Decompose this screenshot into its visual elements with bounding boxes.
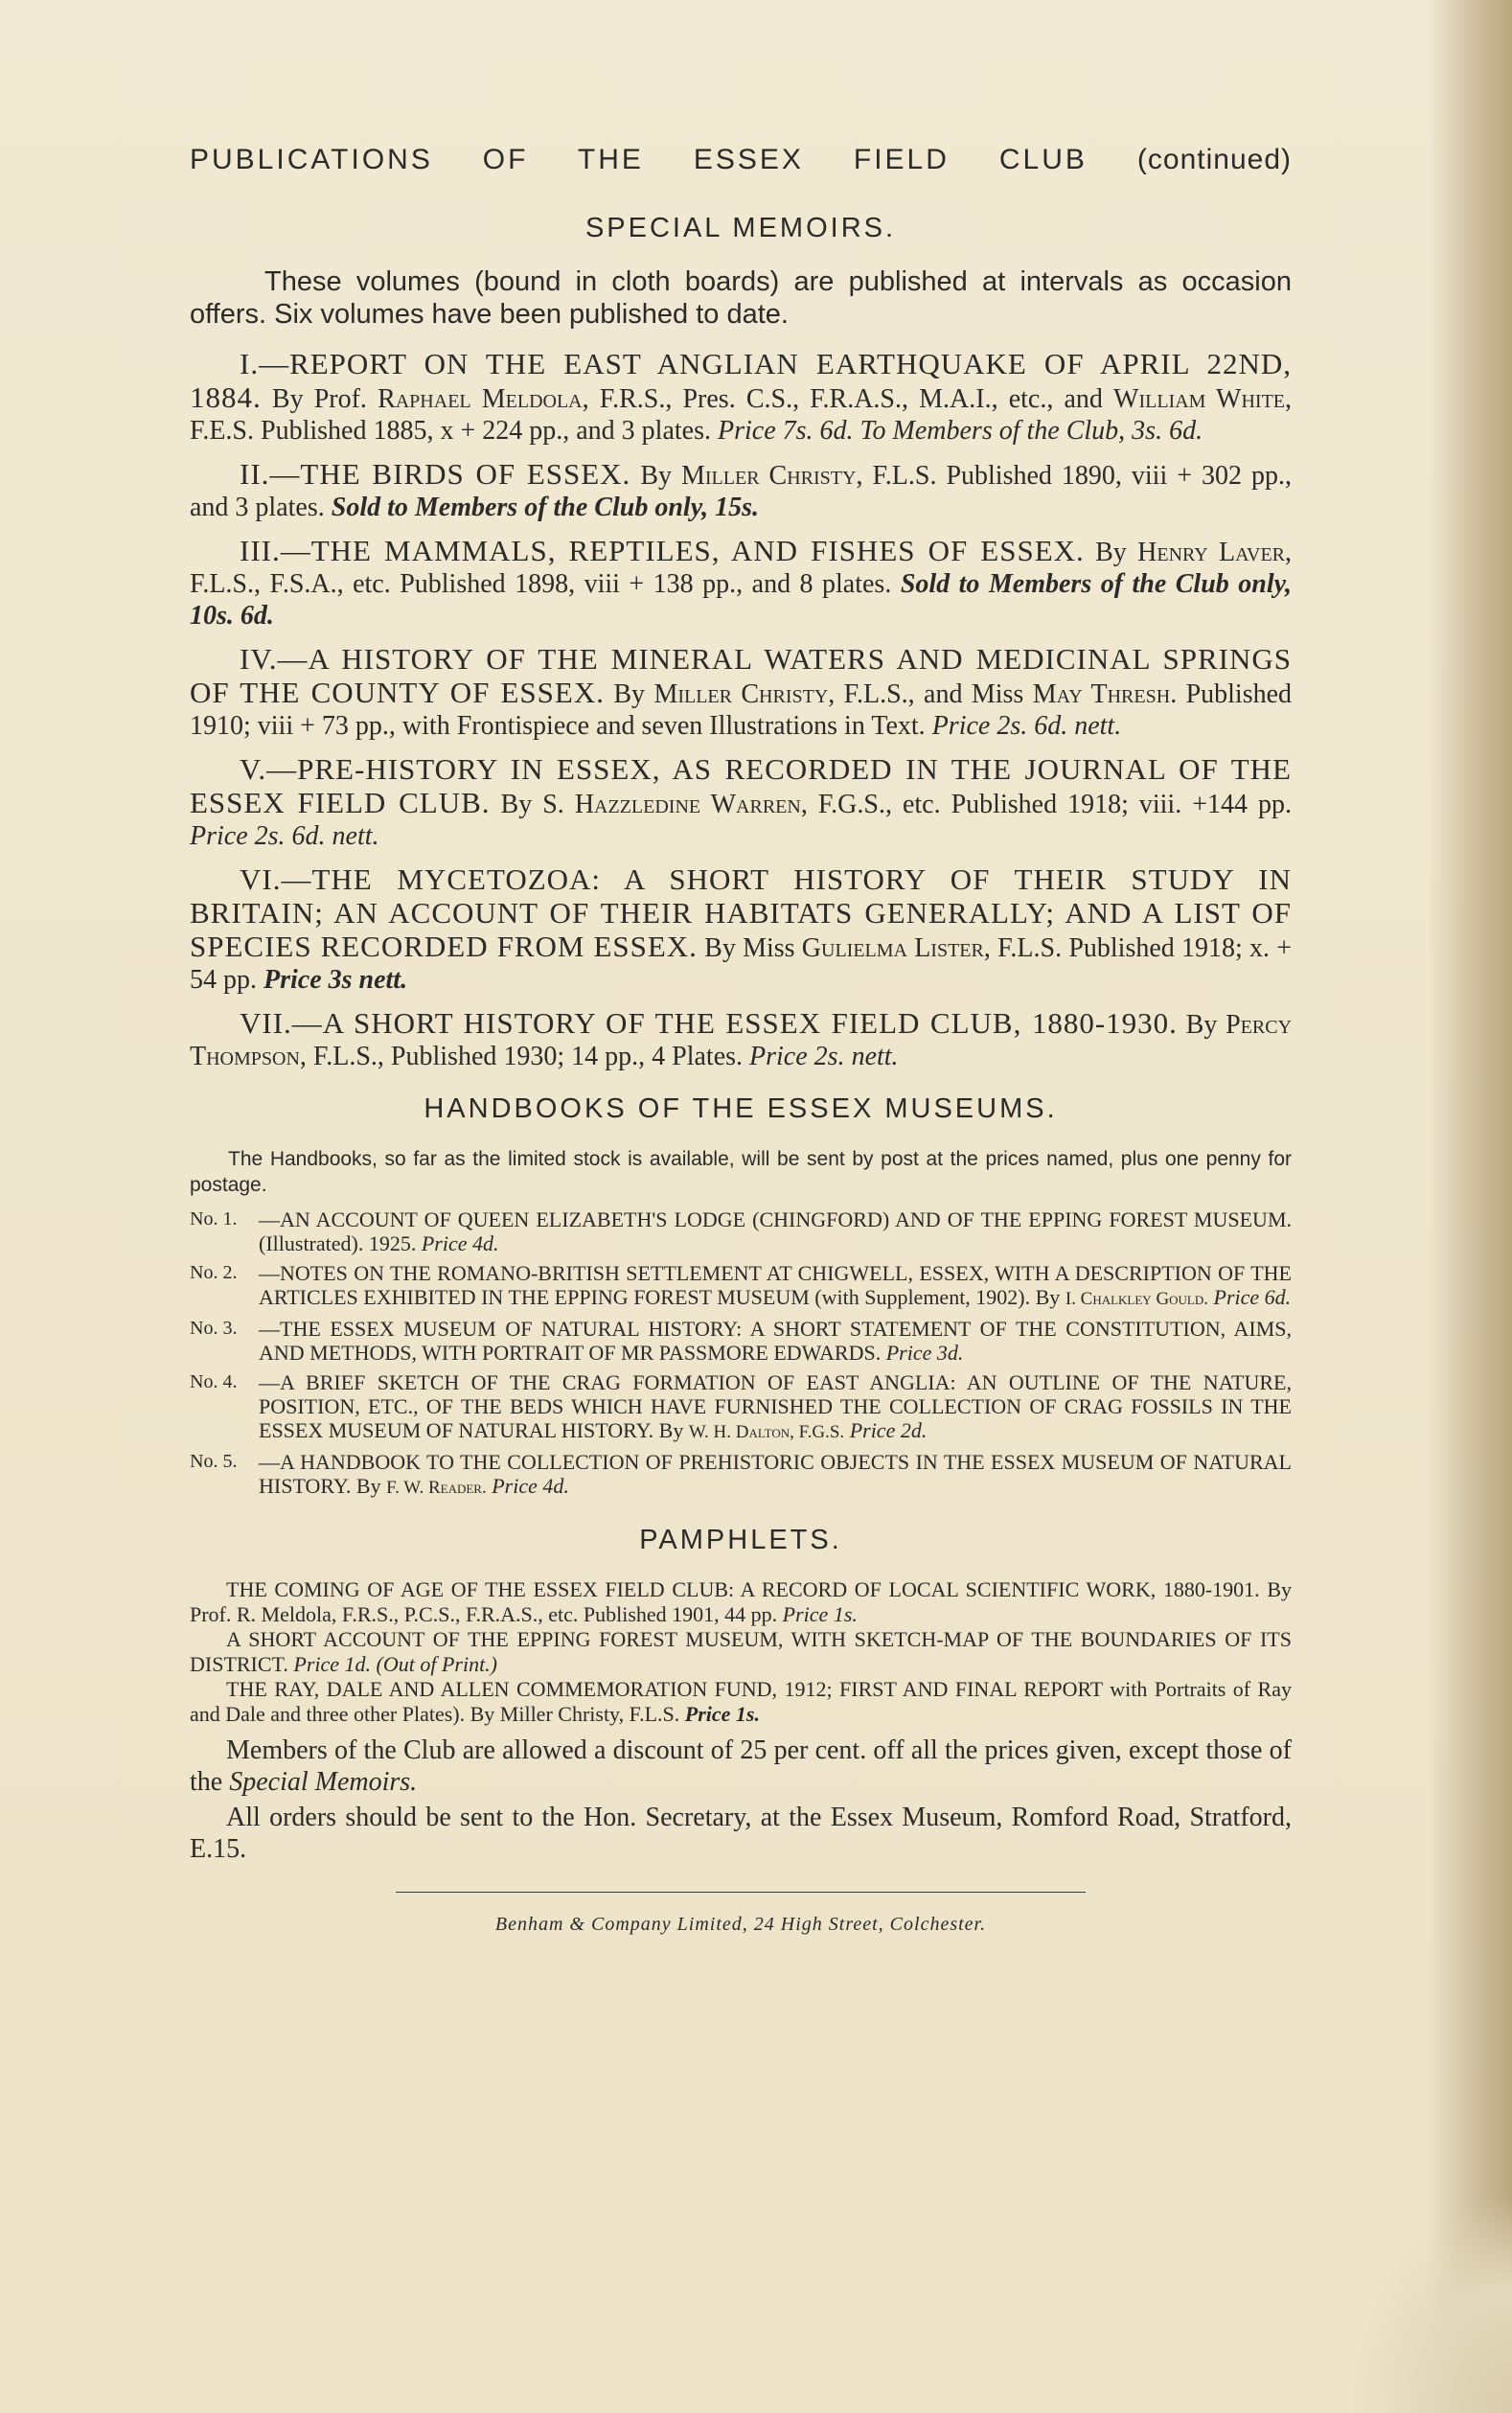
page-header xyxy=(190,144,1292,176)
pamphlet-item: A SHORT ACCOUNT OF THE EPPING FOREST MUSEUM, WITH SKETCH-MAP OF THE BOUNDARIES OF ITS DISTRICT. Price 1d. (Out of Print.) xyxy=(190,1627,1292,1676)
pamphlet-item: THE RAY, DALE AND ALLEN COMMEMORATION FUND, 1912; FIRST AND FINAL REPORT with Portraits of Ray and Dale and three other Plates). By Miller Christy, F.L.S. Price 1s. xyxy=(190,1677,1292,1726)
handbook-list xyxy=(190,1207,1292,1500)
handbook-item: No. 1. —AN ACCOUNT OF QUEEN ELIZABETH'S LODGE (CHINGFORD) AND OF THE EPPING FOREST MUSEUM. (Illustrated). 1925. Price 4d. xyxy=(190,1207,1292,1255)
memoir-item: VI.—THE MYCETOZOA: A SHORT HISTORY OF THEIR STUDY IN BRITAIN; AN ACCOUNT OF THEIR HABITATS GENERALLY; AND A LIST OF SPECIES RECORDED FROM ESSEX. By Miss Gulielma Lister, F.L.S. Published 1918; x. + 54 pp. Price 3s nett. xyxy=(190,862,1293,995)
printer-imprint: Benham & Company Limited, 24 High Street, Colchester. xyxy=(494,1914,987,1935)
handbook-item: No. 3. —THE ESSEX MUSEUM OF NATURAL HISTORY: A SHORT STATEMENT OF THE CONSTITUTION, AIMS, AND METHODS, WITH PORTRAIT OF MR PASSMORE EDWARDS. Price 3d. xyxy=(190,1317,1292,1365)
pamphlet-item: THE COMING OF AGE OF THE ESSEX FIELD CLUB: A RECORD OF LOCAL SCIENTIFIC WORK, 1880-1901. By Prof. R. Meldola, F.R.S., P.C.S., F.R.A.S., etc. Published 1901, 44 pp. Price 1s. xyxy=(190,1577,1292,1626)
handbook-item: No. 5. —A HANDBOOK TO THE COLLECTION OF PREHISTORIC OBJECTS IN THE ESSEX MUSEUM OF NATURAL HISTORY. By F. W. Reader. Price 4d. xyxy=(190,1450,1292,1498)
handbooks-intro: The Handbooks, so far as the limited stock is available, will be sent by post at the prices named, plus one penny for postage. xyxy=(190,1148,1292,1196)
memoir-item: VII.—A SHORT HISTORY OF THE ESSEX FIELD CLUB, 1880-1930. By Percy Thompson, F.L.S., Published 1930; 14 pp., 4 Plates. Price 2s. nett. xyxy=(190,1006,1293,1071)
pamphlet-list xyxy=(190,1577,1292,1727)
handbooks-title: HANDBOOKS OF THE ESSEX MUSEUMS. xyxy=(424,1093,1058,1124)
pamphlets-title: PAMPHLETS. xyxy=(639,1525,842,1555)
special-memoirs-intro: These volumes (bound in cloth boards) are published at intervals as occasion offers. Six volumes have been published to date. xyxy=(190,266,1292,330)
memoir-item: IV.—A HISTORY OF THE MINERAL WATERS AND MEDICINAL SPRINGS OF THE COUNTY OF ESSEX. By Miller Christy, F.L.S., and Miss May Thresh. Published 1910; viii + 73 pp., with Frontispiece and seven Illustrations in Text. Price 2s. 6d. nett. xyxy=(190,642,1293,741)
footer-rule xyxy=(396,1892,1086,1893)
handbook-item: No. 2. —NOTES ON THE ROMANO-BRITISH SETTLEMENT AT CHIGWELL, ESSEX, WITH A DESCRIPTION OF THE ARTICLES EXHIBITED IN THE EPPING FOREST MUSEUM (with Supplement, 1902). By I. Chalkley Gould. Price 6d. xyxy=(190,1261,1292,1309)
header-continued: (continued) xyxy=(1136,144,1292,175)
document-body xyxy=(190,144,1292,1936)
memoir-item: II.—THE BIRDS OF ESSEX. By Miller Christy, F.L.S. Published 1890, viii + 302 pp., and 3 plates. Sold to Members of the Club only, 15s. xyxy=(190,457,1293,522)
discount-note: Members of the Club are allowed a discount of 25 per cent. off all the prices given, except those of the Special Memoirs. xyxy=(190,1735,1292,1797)
memoir-item: I.—REPORT ON THE EAST ANGLIAN EARTHQUAKE OF APRIL 22ND, 1884. By Prof. Raphael Meldola, F.R.S., Pres. C.S., F.R.A.S., M.A.I., etc., and William White, F.E.S. Published 1885, x + 224 pp., and 3 plates. Price 7s. 6d. To Members of the Club, 3s. 6d. xyxy=(190,347,1293,446)
memoir-list xyxy=(190,348,1292,1072)
page-edge-stain xyxy=(1349,2193,1512,2413)
handbook-item: No. 4. —A BRIEF SKETCH OF THE CRAG FORMATION OF EAST ANGLIA: AN OUTLINE OF THE NATURE, POSITION, ETC., OF THE BEDS WHICH HAVE FURNISHED THE COLLECTION OF CRAG FOSSILS IN THE ESSEX MUSEUM OF NATURAL HISTORY. By W. H. Dalton, F.G.S. Price 2d. xyxy=(190,1370,1292,1442)
special-memoirs-title: SPECIAL MEMOIRS. xyxy=(584,213,897,243)
memoir-item: V.—PRE-HISTORY IN ESSEX, AS RECORDED IN THE JOURNAL OF THE ESSEX FIELD CLUB. By S. Hazzledine Warren, F.G.S., etc. Published 1918; viii. +144 pp. Price 2s. 6d. nett. xyxy=(190,752,1293,851)
memoir-item: III.—THE MAMMALS, REPTILES, AND FISHES OF ESSEX. By Henry Laver, F.L.S., F.S.A., etc. Published 1898, viii + 138 pp., and 8 plates. Sold to Members of the Club only, 10s. 6d. xyxy=(190,534,1293,631)
header-title: PUBLICATIONS OF THE ESSEX FIELD CLUB xyxy=(190,144,1088,175)
orders-note: All orders should be sent to the Hon. Secretary, at the Essex Museum, Romford Road, Stratford, E.15. xyxy=(190,1803,1292,1864)
